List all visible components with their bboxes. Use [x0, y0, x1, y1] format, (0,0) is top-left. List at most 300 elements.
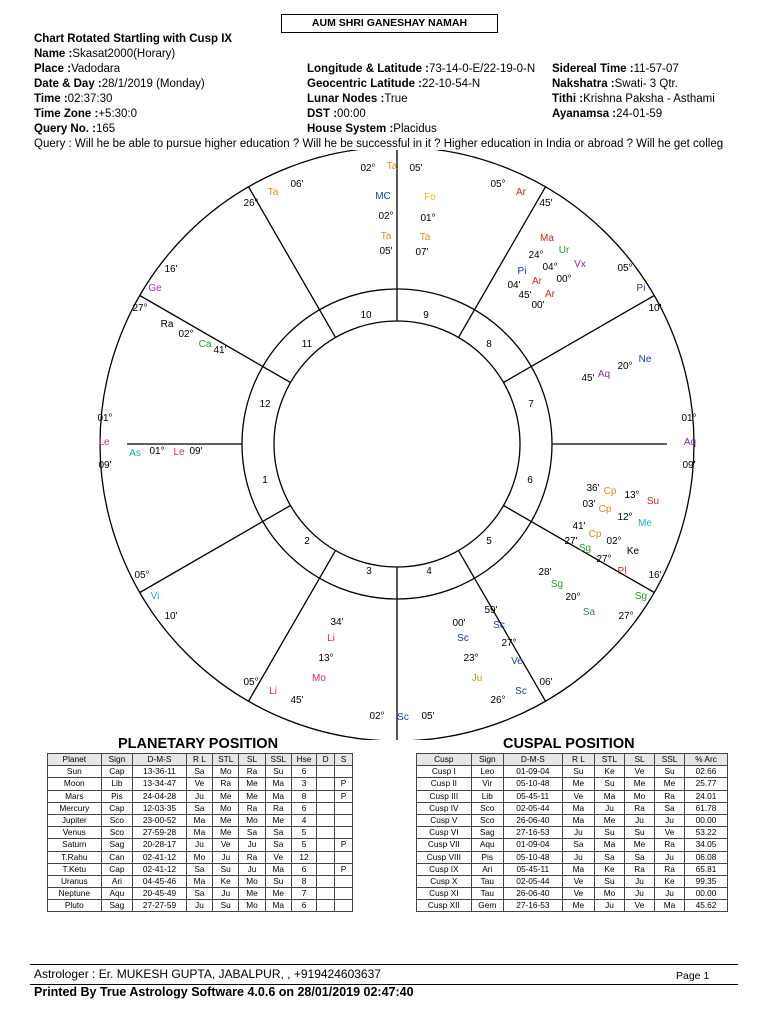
cuspal-cell: Ju: [625, 814, 655, 826]
cuspal-header-row: [417, 754, 728, 766]
wheel-label: Fo: [424, 192, 436, 203]
planetary-cell: [317, 863, 335, 875]
planetary-cell: 6: [291, 863, 316, 875]
cuspal-header-cell: SL: [625, 754, 655, 766]
planetary-header-cell: SSL: [265, 754, 291, 766]
wheel-label: Li: [327, 633, 335, 644]
cuspal-cell: 99.35: [685, 875, 728, 887]
house-number: 7: [528, 399, 534, 410]
cuspal-cell: Ju: [655, 851, 685, 863]
cuspal-cell: Sa: [562, 839, 594, 851]
table-row: [48, 790, 353, 802]
cuspal-cell: 65.81: [685, 863, 728, 875]
cuspal-cell: 05-10-48: [503, 778, 562, 790]
cuspal-cell: Ve: [655, 827, 685, 839]
planetary-cell: 7: [291, 888, 316, 900]
house-number: 9: [423, 310, 429, 321]
cuspal-header-cell: STL: [595, 754, 625, 766]
dst-row: [307, 108, 366, 120]
planetary-cell: Sa: [186, 888, 212, 900]
timezone-value: +5:30:0: [98, 108, 138, 120]
cuspal-cell: Ra: [655, 839, 685, 851]
table-row: [48, 900, 353, 912]
planetary-cell: Mercury: [48, 802, 102, 814]
wheel-label: 05°: [243, 677, 259, 688]
table-row: [417, 851, 728, 863]
table-row: [417, 888, 728, 900]
wheel-label: 05': [409, 163, 423, 174]
house-number: 10: [360, 310, 372, 321]
cuspal-cell: Ma: [655, 900, 685, 912]
planetary-cell: [317, 778, 335, 790]
wheel-label: 36': [586, 483, 600, 494]
planetary-cell: Ju: [213, 851, 239, 863]
ayanamsa-value: 24-01-59: [616, 108, 663, 120]
cuspal-cell: Sa: [655, 802, 685, 814]
wheel-label: Mo: [312, 673, 326, 684]
cuspal-cell: Ke: [595, 766, 625, 778]
query-number-row: [34, 123, 115, 135]
wheel-label: 26°: [243, 198, 259, 209]
wheel-label: Ta: [380, 231, 392, 242]
sidereal-label: Sidereal Time :: [552, 63, 634, 75]
sidereal-row: [552, 63, 679, 75]
geocentric-label: Geocentric Latitude :: [307, 78, 423, 90]
planetary-cell: Me: [239, 888, 265, 900]
wheel-label: Ne: [638, 354, 652, 365]
planetary-cell: Cap: [101, 766, 133, 778]
planetary-cell: 02-41-12: [133, 851, 187, 863]
cuspal-cell: 00.00: [685, 814, 728, 826]
cuspal-cell: Cusp I: [417, 766, 472, 778]
footer-divider-top: [30, 964, 738, 965]
planetary-cell: Pluto: [48, 900, 102, 912]
house-number: 6: [527, 475, 533, 486]
cuspal-cell: Ve: [562, 875, 594, 887]
wheel-label: Cp: [598, 504, 612, 515]
table-row: [417, 766, 728, 778]
wheel-label: Sg: [634, 591, 648, 602]
cuspal-cell: 34.05: [685, 839, 728, 851]
cuspal-cell: Tau: [471, 888, 503, 900]
astrologer-line: Astrologer : Er. MUKESH GUPTA, JABALPUR, , +919424603637: [34, 967, 381, 981]
planetary-cell: [317, 766, 335, 778]
planetary-cell: 6: [291, 900, 316, 912]
table-row: [48, 875, 353, 887]
wheel-label: Ca: [198, 339, 212, 350]
house-system-value: Placidus: [393, 123, 437, 135]
cuspal-cell: Leo: [471, 766, 503, 778]
planetary-cell: Ve: [265, 851, 291, 863]
cuspal-cell: Lib: [471, 790, 503, 802]
wheel-label: Ma: [540, 233, 554, 244]
wheel-label: 04°: [542, 262, 558, 273]
wheel-label: 10': [648, 303, 662, 314]
page-number: Page 1: [676, 970, 710, 982]
horoscope-wheel: [0, 150, 768, 740]
cuspal-cell: Me: [562, 778, 594, 790]
cuspal-header-cell: SSL: [655, 754, 685, 766]
planetary-cell: Su: [213, 863, 239, 875]
planetary-cell: 12: [291, 851, 316, 863]
planetary-cell: [317, 875, 335, 887]
ayanamsa-label: Ayanamsa :: [552, 108, 617, 120]
table-row: [417, 790, 728, 802]
planetary-cell: [317, 900, 335, 912]
wheel-label: 34': [330, 617, 344, 628]
wheel-label: Pi: [517, 266, 527, 277]
cuspal-cell: 26-06-40: [503, 888, 562, 900]
cuspal-cell: Ju: [655, 814, 685, 826]
planetary-cell: Ju: [239, 839, 265, 851]
house-number: 12: [259, 399, 271, 410]
date-label: Date & Day :: [34, 78, 102, 90]
planetary-cell: Ma: [186, 875, 212, 887]
wheel-label: 20°: [565, 592, 581, 603]
wheel-label: 41': [572, 521, 586, 532]
planetary-cell: [317, 839, 335, 851]
planetary-cell: Ma: [265, 863, 291, 875]
planetary-cell: Cap: [101, 863, 133, 875]
name-row: [34, 48, 175, 60]
wheel-label: 00°: [556, 274, 572, 285]
planetary-cell: Pis: [101, 790, 133, 802]
cuspal-cell: Me: [625, 839, 655, 851]
planetary-cell: Moon: [48, 778, 102, 790]
longlat-label: Longitude & Latitude :: [307, 63, 430, 75]
planetary-cell: [317, 790, 335, 802]
cuspal-cell: 24.01: [685, 790, 728, 802]
wheel-label: Pi: [636, 283, 646, 294]
planetary-cell: Lib: [101, 778, 133, 790]
planetary-cell: Mo: [239, 900, 265, 912]
planetary-cell: 13-34-47: [133, 778, 187, 790]
wheel-label: 04': [507, 280, 521, 291]
cuspal-cell: Ju: [562, 827, 594, 839]
wheel-label: 05°: [617, 263, 633, 274]
planetary-cell: Mo: [239, 814, 265, 826]
planetary-cell: P: [335, 778, 353, 790]
cuspal-cell: Ju: [595, 802, 625, 814]
cuspal-table: [416, 753, 728, 912]
wheel-label: Sc: [515, 686, 527, 697]
cuspal-cell: Su: [595, 827, 625, 839]
longlat-row: [307, 63, 535, 75]
planetary-cell: 5: [291, 839, 316, 851]
cuspal-cell: Gem: [471, 900, 503, 912]
cuspal-header-cell: R L: [562, 754, 594, 766]
wheel-label: Aq: [683, 437, 697, 448]
wheel-label: Ta: [419, 232, 431, 243]
planetary-cell: Ma: [265, 900, 291, 912]
planetary-cell: Sa: [186, 863, 212, 875]
cuspal-cell: Cusp VI: [417, 827, 472, 839]
cusp-line: [140, 506, 291, 593]
planetary-cell: P: [335, 839, 353, 851]
place-row: [34, 63, 120, 75]
printed-by-line: Printed By True Astrology Software 4.0.6 on 28/01/2019 02:47:40: [34, 985, 414, 999]
planetary-cell: Ra: [213, 778, 239, 790]
planetary-cell: T.Ketu: [48, 863, 102, 875]
lunar-nodes-label: Lunar Nodes :: [307, 93, 385, 105]
wheel-label: 02°: [178, 329, 194, 340]
wheel-label: 45': [518, 290, 532, 301]
table-row: [417, 778, 728, 790]
planetary-header-cell: D-M-S: [133, 754, 187, 766]
cuspal-cell: Me: [655, 778, 685, 790]
wheel-label: 10': [164, 611, 178, 622]
cuspal-cell: Cusp III: [417, 790, 472, 802]
house-number: 5: [486, 536, 492, 547]
timezone-row: [34, 108, 137, 120]
planetary-cell: Saturn: [48, 839, 102, 851]
planetary-cell: P: [335, 863, 353, 875]
wheel-label: Ge: [148, 283, 162, 294]
tithi-row: [552, 93, 715, 105]
cuspal-cell: 01-09-04: [503, 766, 562, 778]
planetary-cell: [335, 851, 353, 863]
planetary-cell: T.Rahu: [48, 851, 102, 863]
planetary-cell: 04-45-46: [133, 875, 187, 887]
wheel-label: Sc: [493, 620, 505, 631]
house-number: 2: [304, 536, 310, 547]
planetary-cell: Sco: [101, 827, 133, 839]
cuspal-header-cell: % Arc: [685, 754, 728, 766]
planetary-cell: 3: [291, 778, 316, 790]
wheel-label: 05°: [134, 570, 150, 581]
planetary-cell: Me: [213, 827, 239, 839]
planetary-cell: Sa: [265, 839, 291, 851]
planetary-cell: Su: [213, 900, 239, 912]
cuspal-cell: 02-05-44: [503, 802, 562, 814]
wheel-label: Ve: [511, 656, 523, 667]
wheel-label: 27': [564, 536, 578, 547]
cuspal-cell: Ju: [625, 888, 655, 900]
wheel-label: 03': [582, 499, 596, 510]
planetary-cell: P: [335, 790, 353, 802]
planetary-cell: 8: [291, 790, 316, 802]
cuspal-cell: 27-16-53: [503, 900, 562, 912]
planetary-cell: Venus: [48, 827, 102, 839]
wheel-label: 45': [581, 373, 595, 384]
wheel-label: 09': [682, 460, 696, 471]
wheel-label: 01°: [420, 213, 436, 224]
planetary-cell: 5: [291, 827, 316, 839]
planetary-cell: Me: [265, 888, 291, 900]
cuspal-cell: 01-09-04: [503, 839, 562, 851]
wheel-label: Ar: [516, 187, 526, 198]
planetary-cell: [317, 888, 335, 900]
planetary-cell: Ve: [213, 839, 239, 851]
cusp-line: [249, 187, 336, 338]
wheel-label: Vi: [150, 591, 160, 602]
house-number: 4: [426, 566, 432, 577]
cuspal-cell: Ve: [562, 790, 594, 802]
planetary-cell: Aqu: [101, 888, 133, 900]
wheel-label: 24°: [528, 250, 544, 261]
cuspal-cell: Sco: [471, 814, 503, 826]
cuspal-cell: Aqu: [471, 839, 503, 851]
wheel-label: 02°: [606, 536, 622, 547]
wheel-label: 01°: [681, 413, 697, 424]
planetary-cell: Mo: [213, 802, 239, 814]
planetary-cell: [317, 827, 335, 839]
table-row: [48, 863, 353, 875]
planetary-header-cell: S: [335, 754, 353, 766]
planetary-cell: Ra: [239, 851, 265, 863]
page-banner: AUM SHRI GANESHAY NAMAH: [281, 14, 498, 33]
house-system-row: [307, 123, 437, 135]
planetary-cell: Ju: [186, 839, 212, 851]
wheel-label: 27°: [132, 303, 148, 314]
wheel-label: Ar: [532, 276, 542, 287]
wheel-label: 00': [452, 618, 466, 629]
wheel-label: Ra: [160, 319, 174, 330]
wheel-label: Su: [646, 496, 660, 507]
table-row: [417, 900, 728, 912]
lunar-nodes-row: [307, 93, 408, 105]
wheel-label: 59': [484, 605, 498, 616]
cuspal-cell: Ve: [562, 888, 594, 900]
cuspal-cell: Mo: [595, 888, 625, 900]
wheel-label: Cp: [588, 529, 602, 540]
table-row: [48, 802, 353, 814]
cuspal-cell: 02-05-44: [503, 875, 562, 887]
planetary-cell: Mo: [239, 875, 265, 887]
planetary-cell: 23-00-52: [133, 814, 187, 826]
wheel-label: 45': [290, 695, 304, 706]
cuspal-cell: Ju: [625, 875, 655, 887]
cuspal-cell: Me: [595, 814, 625, 826]
wheel-label: 06': [290, 179, 304, 190]
wheel-label: 01°: [149, 446, 165, 457]
house-system-label: House System :: [307, 123, 394, 135]
planetary-cell: Mo: [213, 766, 239, 778]
planetary-cell: [335, 875, 353, 887]
planetary-header-cell: R L: [186, 754, 212, 766]
planetary-cell: Mars: [48, 790, 102, 802]
planetary-cell: Sa: [265, 827, 291, 839]
planetary-cell: Neptune: [48, 888, 102, 900]
planetary-cell: Ari: [101, 875, 133, 887]
wheel-label: 07': [415, 247, 429, 258]
planetary-cell: 27-27-59: [133, 900, 187, 912]
planetary-cell: Me: [213, 814, 239, 826]
timezone-label: Time Zone :: [34, 108, 99, 120]
wheel-label: Sg: [550, 579, 564, 590]
wheel-label: 09': [189, 446, 203, 457]
center-ring: [274, 321, 520, 567]
wheel-label: 27°: [501, 638, 517, 649]
wheel-label: Li: [269, 686, 277, 697]
wheel-label: 12°: [617, 512, 633, 523]
cuspal-cell: Sa: [625, 851, 655, 863]
planetary-cell: 12-03-35: [133, 802, 187, 814]
dst-value: 00:00: [337, 108, 366, 120]
planetary-cell: Sag: [101, 839, 133, 851]
house-number: 1: [262, 475, 268, 486]
cuspal-cell: Cusp VIII: [417, 851, 472, 863]
wheel-label: MC: [375, 191, 391, 202]
planetary-cell: Ju: [186, 790, 212, 802]
cuspal-cell: Ra: [625, 863, 655, 875]
cuspal-cell: 05-10-48: [503, 851, 562, 863]
cuspal-cell: Ju: [655, 888, 685, 900]
name-label: Name :: [34, 48, 73, 60]
planetary-header-cell: Sign: [101, 754, 133, 766]
planetary-cell: 20-28-17: [133, 839, 187, 851]
wheel-label: 06': [539, 677, 553, 688]
table-row: [417, 814, 728, 826]
planetary-cell: 4: [291, 814, 316, 826]
tithi-label: Tithi :: [552, 93, 584, 105]
longlat-value: 73-14-0-E/22-19-0-N: [429, 63, 536, 75]
wheel-label: Sg: [578, 543, 592, 554]
table-row: [48, 766, 353, 778]
date-value: 28/1/2019 (Monday): [101, 78, 205, 90]
planetary-cell: [335, 814, 353, 826]
cuspal-cell: Ari: [471, 863, 503, 875]
planetary-cell: [335, 802, 353, 814]
planetary-cell: Su: [265, 766, 291, 778]
cuspal-cell: Cusp IV: [417, 802, 472, 814]
cuspal-cell: 05-45-11: [503, 790, 562, 802]
wheel-label: Ke: [626, 546, 640, 557]
table-row: [48, 814, 353, 826]
planetary-cell: Ke: [213, 875, 239, 887]
geocentric-row: [307, 78, 480, 90]
cuspal-cell: Su: [625, 827, 655, 839]
query-text: Query : Will he be able to pursue higher education ? Will he be successful in it ? Higher education in India or abroad ? Will he get colleg: [34, 138, 724, 150]
cuspal-header-cell: Sign: [471, 754, 503, 766]
wheel-label: 20°: [617, 361, 633, 372]
planetary-cell: 27-59-28: [133, 827, 187, 839]
wheel-label: Ta: [386, 161, 398, 172]
cuspal-cell: 26-06-40: [503, 814, 562, 826]
cuspal-cell: Ve: [625, 900, 655, 912]
wheel-label: Vx: [574, 259, 586, 270]
planetary-cell: 8: [291, 875, 316, 887]
wheel-label: 13°: [624, 490, 640, 501]
planetary-cell: Ju: [239, 863, 265, 875]
cuspal-cell: Ra: [655, 790, 685, 802]
planetary-cell: Ma: [265, 778, 291, 790]
planetary-cell: [335, 827, 353, 839]
planetary-cell: Ma: [265, 790, 291, 802]
cuspal-cell: Ma: [562, 814, 594, 826]
planetary-cell: Su: [265, 875, 291, 887]
cuspal-cell: 02.66: [685, 766, 728, 778]
wheel-label: Sc: [397, 712, 409, 723]
table-row: [48, 827, 353, 839]
planetary-cell: Ra: [239, 766, 265, 778]
planetary-cell: Ma: [186, 827, 212, 839]
wheel-label: 45': [539, 198, 553, 209]
planetary-cell: Ra: [265, 802, 291, 814]
wheel-label: 01°: [97, 413, 113, 424]
planetary-cell: Ju: [213, 888, 239, 900]
cuspal-cell: Cusp II: [417, 778, 472, 790]
wheel-label: 02°: [378, 211, 394, 222]
cuspal-header-cell: Cusp: [417, 754, 472, 766]
planetary-header-cell: STL: [213, 754, 239, 766]
cuspal-cell: Ju: [562, 851, 594, 863]
cuspal-cell: Cusp XI: [417, 888, 472, 900]
geocentric-value: 22-10-54-N: [422, 78, 481, 90]
planetary-cell: Jupiter: [48, 814, 102, 826]
cuspal-header-cell: D-M-S: [503, 754, 562, 766]
wheel-label: 00': [531, 300, 545, 311]
